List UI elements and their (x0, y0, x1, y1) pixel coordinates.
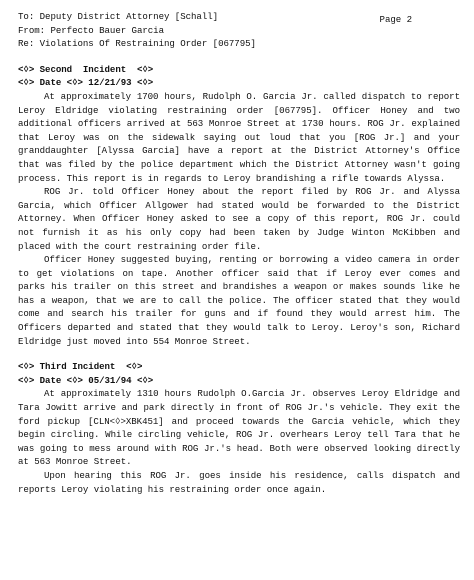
second-incident-paragraph-2: ROG Jr. told Officer Honey about the report filed by ROG Jr. and Alyssa Garcia, which Officer Allgower had stated would be forwarded to the District Attorney. When Officer Honey asked to see a copy of this report, ROG Jr. could not furnish it as his only copy had been taken by Judge Winton McKibben and placed with the court restraining order file. (18, 186, 460, 252)
page-number: Page 2 (379, 14, 412, 25)
spacer (18, 51, 460, 63)
memo-from: From: Perfecto Bauer Garcia (18, 24, 164, 36)
third-incident-paragraph-1: At approximately 1310 hours Rudolph O.Garcia Jr. observes Leroy Eldridge and Tara Jowitt arrive and park directly in front of ROG Jr.'s vehicle. They exit the ford pickup [CLN<◊>XBK451] and proceed towards the Garcia vehicle, which they begin circling. While circling vehicle, ROG Jr. overhears Leroy tell Tara that he was going to mess around with ROG Jr.'s head. Both were observed looking directly at 563 Monroe Street. (18, 388, 460, 468)
third-incident-paragraph-2: Upon hearing this ROG Jr. goes inside his residence, calls dispatch and reports Leroy violating his restraining order once again. (18, 470, 460, 495)
second-incident-heading: <◊> Second Incident <◊> (18, 63, 154, 75)
third-incident-date: <◊> Date <◊> 05/31/94 <◊> (18, 374, 154, 386)
memo-to: To: Deputy District Attorney [Schall] (18, 11, 219, 22)
second-incident-date: <◊> Date <◊> 12/21/93 <◊> (18, 77, 154, 89)
spacer (18, 348, 460, 360)
memo-re: Re: Violations Of Restraining Order [067795] (18, 38, 256, 50)
second-incident-paragraph-3: Officer Honey suggested buying, renting or borrowing a video camera in order to get violations on tape. Another officer said that if Leroy ever comes and parks his trailer on this street and brandishes a weapon or makes sounds like he has a weapon, that we are to call the police. The officer stated that they would come and search his trailer for guns and if found they would arrest him. The Officers departed and stated that they would talk to Leroy. Leroy's son, Richard Eldridge just moved into 554 Monroe Street. (18, 254, 460, 347)
third-incident-heading: <◊> Third Incident <◊> (18, 361, 143, 373)
second-incident-paragraph-1: At approximately 1700 hours, Rudolph O. Garcia Jr. called dispatch to report Leroy Eldridge violating restraining order [067795]. Officer Honey and two additional officers arrived at 563 Monroe Street at 1730 hours. ROG Jr. explained that Leroy was on the sidewalk saying out loud that you [ROG Jr.] and your granddaughter [Alyssa Garcia] have a report at the District Attorney's Office that was filed by the police department which the District Attorney wasn't going process. This report is in regards to Leroy brandishing a rifle towards Alyssa. (18, 90, 460, 184)
